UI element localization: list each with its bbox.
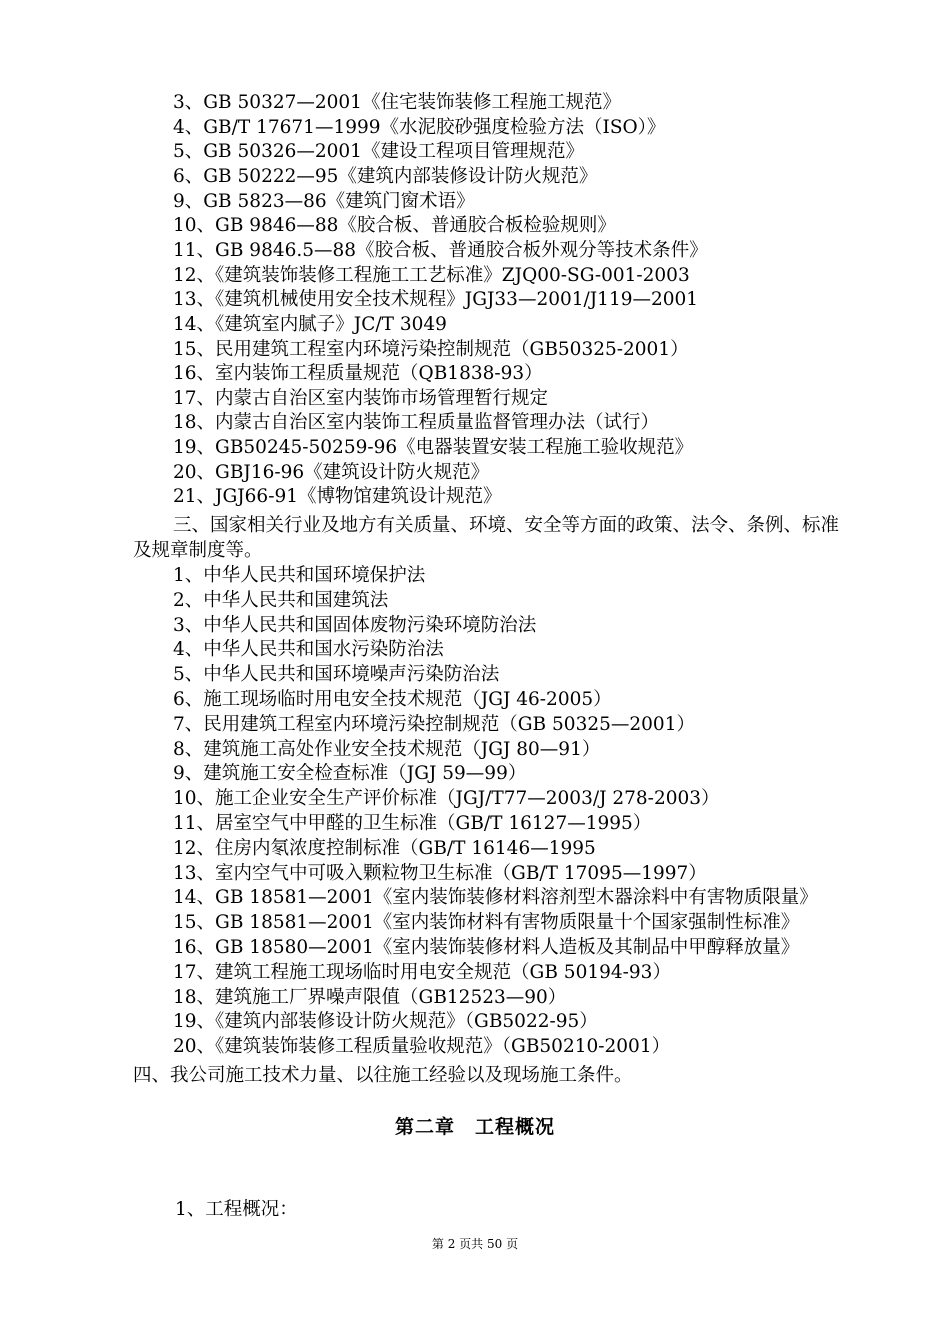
list-item: 10、GB 9846—88《胶合板、普通胶合板检验规则》 (173, 215, 616, 237)
subsection-title: 1、工程概况： (175, 1199, 298, 1220)
list-item: 9、GB 5823—86《建筑门窗术语》 (173, 190, 475, 212)
list-item: 1、中华人民共和国环境保护法 (173, 565, 426, 586)
list-item: 4、GB/T 17671—1999《水泥胶砂强度检验方法（ISO）》 (173, 116, 666, 138)
list-item: 3、中华人民共和国固体废物污染环境防治法 (173, 614, 537, 636)
list-item: 19、《建筑内部装修设计防火规范》（GB5022-95） (173, 1011, 598, 1033)
list-item: 13、《建筑机械使用安全技术规程》JGJ33—2001/J119—2001 (173, 289, 699, 311)
list-item: 6、GB 50222—95《建筑内部装修设计防火规范》 (173, 165, 598, 187)
list-item: 3、GB 50327—2001《住宅装饰装修工程施工规范》 (173, 92, 621, 113)
list-item: 21、JGJ66-91《博物馆建筑设计规范》 (173, 486, 502, 508)
list-item: 13、室内空气中可吸入颗粒物卫生标准（GB/T 17095—1997） (173, 862, 707, 884)
list-item: 11、居室空气中甲醛的卫生标准（GB/T 16127—1995） (173, 813, 652, 834)
page-footer: 第 2 页共 50 页 (431, 1237, 519, 1251)
list-item: 18、建筑施工厂界噪声限值（GB12523—90） (173, 986, 567, 1008)
list-item: 12、《建筑装饰装修工程施工工艺标准》ZJQ00-SG-001-2003 (173, 264, 690, 286)
list-item: 2、中华人民共和国建筑法 (173, 589, 389, 611)
list-item: 9、建筑施工安全检查标准（JGJ 59—99） (173, 763, 527, 785)
list-item: 15、GB 18581—2001《室内装饰材料有害物质限量十个国家强制性标准》 (173, 912, 800, 934)
section-3-heading-continued: 及规章制度等。 (133, 540, 263, 561)
chapter-title: 第二章 工程概况 (394, 1116, 555, 1138)
list-item: 19、GB50245-50259-96《电器装置安装工程施工验收规范》 (173, 437, 694, 459)
section-4-heading: 四、我公司施工技术力量、以往施工经验以及现场施工条件。 (133, 1065, 633, 1086)
list-item: 17、建筑工程施工现场临时用电安全规范（GB 50194-93） (173, 961, 671, 983)
list-item: 8、建筑施工高处作业安全技术规范（JGJ 80—91） (173, 738, 601, 760)
list-item: 4、中华人民共和国水污染防治法 (173, 639, 444, 661)
list-item: 7、民用建筑工程室内环境污染控制规范（GB 50325—2001） (173, 713, 695, 735)
list-item: 10、施工企业安全生产评价标准（JGJ/T77—2003/J 278-2003） (173, 788, 720, 810)
list-item: 16、室内装饰工程质量规范（QB1838-93） (173, 363, 543, 385)
list-item: 11、GB 9846.5—88《胶合板、普通胶合板外观分等技术条件》 (173, 239, 708, 261)
list-item: 17、内蒙古自治区室内装饰市场管理暂行规定 (173, 387, 549, 409)
list-item: 14、《建筑室内腻子》JC/T 3049 (173, 313, 447, 335)
list-item: 18、内蒙古自治区室内装饰工程质量监督管理办法（试行） (173, 412, 660, 434)
list-item: 14、GB 18581—2001《室内装饰装修材料溶剂型木器涂料中有害物质限量》 (173, 887, 818, 909)
list-item: 5、中华人民共和国环境噪声污染防治法 (173, 664, 500, 686)
list-item: 15、民用建筑工程室内环境污染控制规范（GB50325-2001） (173, 338, 689, 360)
list-item: 12、住房内氡浓度控制标准（GB/T 16146—1995 (173, 837, 596, 859)
list-item: 6、施工现场临时用电安全技术规范（JGJ 46-2005） (173, 689, 612, 710)
list-item: 16、GB 18580—2001《室内装饰装修材料人造板及其制品中甲醇释放量》 (173, 937, 800, 958)
section-3-heading: 三、国家相关行业及地方有关质量、环境、安全等方面的政策、法令、条例、标准 (173, 515, 840, 536)
list-item: 20、GBJ16-96《建筑设计防火规范》 (173, 461, 490, 483)
list-item: 20、《建筑装饰装修工程质量验收规范》（GB50210-2001） (173, 1036, 671, 1058)
list-item: 5、GB 50326—2001《建设工程项目管理规范》 (173, 141, 584, 163)
